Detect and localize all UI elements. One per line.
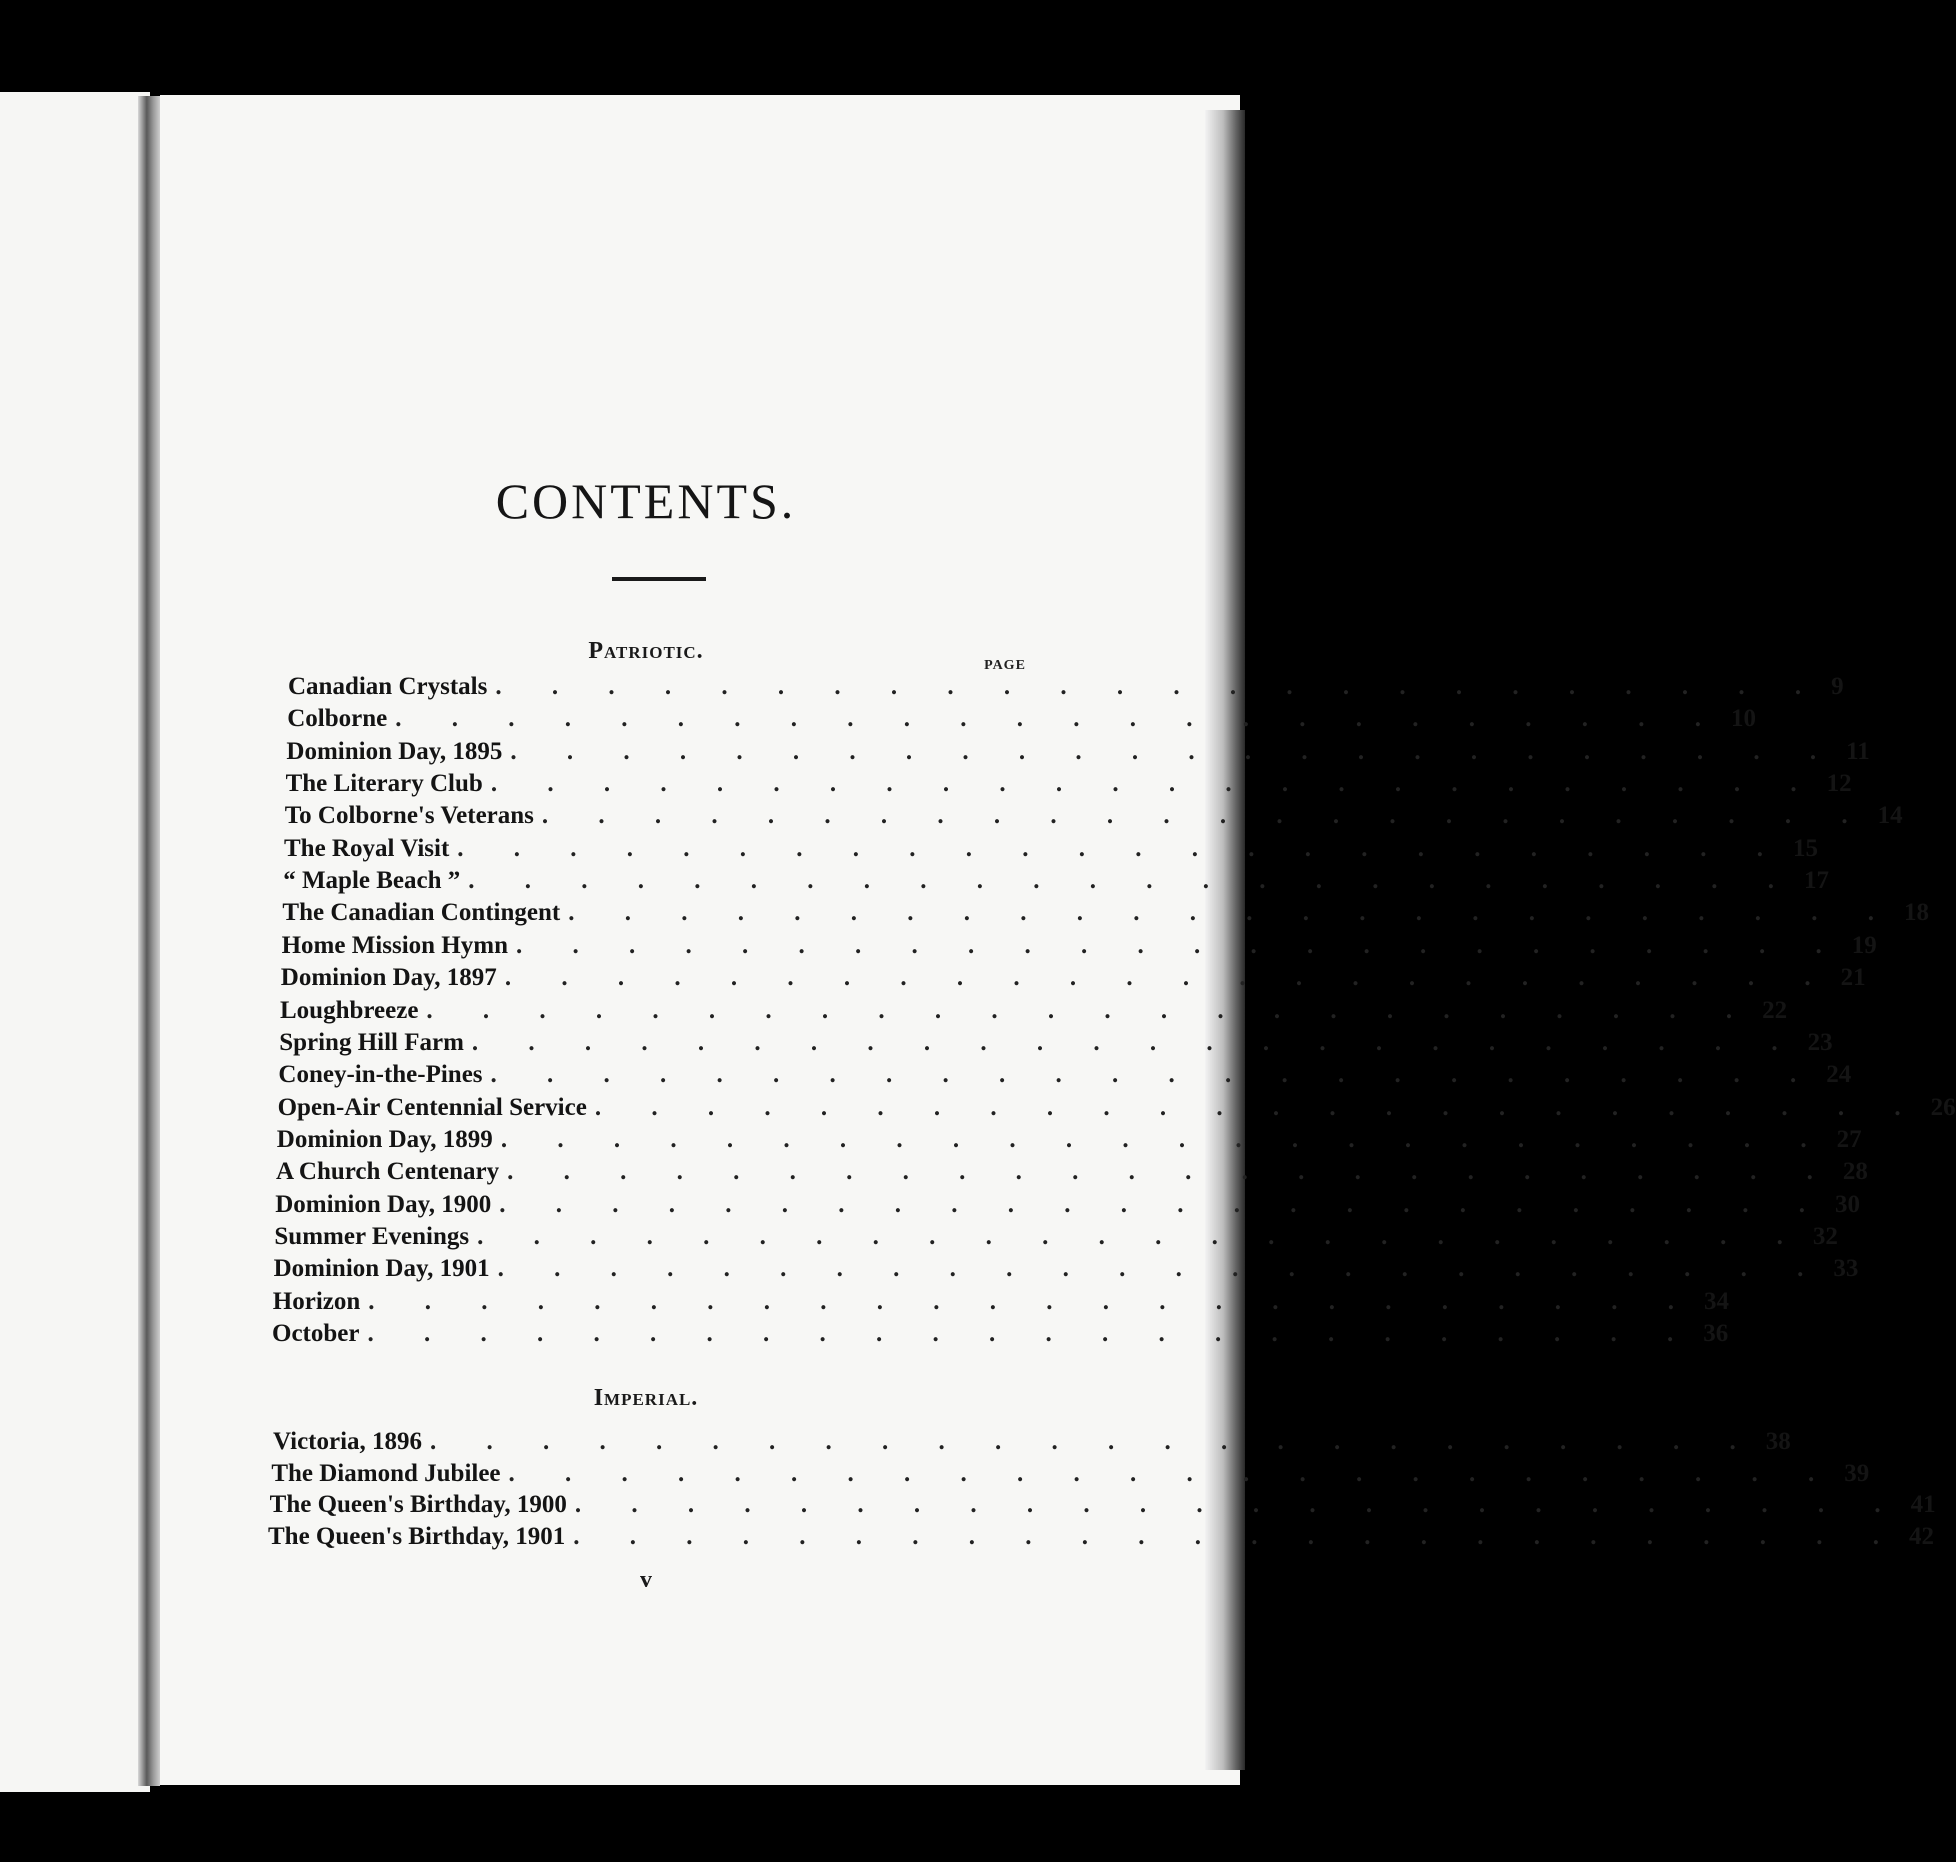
- dot-leader: . . . . . . . . . . . . . . . . . . . . . . . .: [395, 705, 1723, 733]
- toc-entry: [284, 798, 1903, 830]
- dot-leader: . . . . . . . . . . . . . . . . . . . . . . . .: [499, 1190, 1827, 1218]
- toc-entry-page: 28: [1842, 1158, 1868, 1186]
- dot-leader: . . . . . . . . . . . . . . . . . . . . . . . .: [573, 1522, 1902, 1550]
- page-title: CONTENTS.: [495, 473, 797, 529]
- toc-entry-page: 26: [1930, 1093, 1956, 1121]
- toc-entry: [285, 766, 1852, 798]
- toc-entry-title: The Literary Club: [285, 770, 483, 798]
- toc-entry-title: The Diamond Jubilee: [271, 1459, 501, 1487]
- toc-entry: [277, 1090, 1956, 1122]
- toc-entry-title: Canadian Crystals: [288, 673, 488, 700]
- toc-entry: [283, 863, 1830, 895]
- dot-leader: . . . . . . . . . . . . . . . . . . . . . . . .: [495, 673, 1824, 700]
- dot-leader: . . . . . . . . . . . . . . . . . . . . . . . .: [504, 964, 1833, 992]
- toc-entry-title: Dominion Day, 1899: [276, 1125, 493, 1153]
- toc-entry-title: The Royal Visit: [284, 834, 450, 862]
- section-heading-imperial: Imperial.: [593, 1385, 699, 1411]
- dot-leader: . . . . . . . . . . . . . . . . . . . . . . . .: [457, 834, 1786, 862]
- section-heading-patriotic: Patriotic.: [588, 638, 704, 664]
- dot-leader: . . . . . . . . . . . . . . . . . . . . . . . .: [510, 737, 1839, 765]
- toc-entry: [287, 701, 1756, 733]
- toc-entry-page: 18: [1904, 899, 1929, 927]
- toc-entry: [273, 1424, 1791, 1456]
- toc-entry-page: 21: [1840, 964, 1866, 992]
- dot-leader: . . . . . . . . . . . . . . . . . . . . . . . .: [516, 931, 1844, 959]
- title-rule: [612, 577, 706, 581]
- dot-leader: . . . . . . . . . . . . . . . . . . . . . . . .: [594, 1093, 1923, 1121]
- dot-leader: . . . . . . . . . . . . . . . . . . . . . . . .: [426, 996, 1755, 1024]
- toc-entry-title: Colborne: [287, 705, 388, 733]
- page-column-label: PAGE: [984, 658, 1026, 673]
- toc-entry-title: Summer Evenings: [274, 1222, 470, 1250]
- toc-entry: [280, 993, 1788, 1025]
- toc-entry-page: 9: [1831, 673, 1844, 700]
- dot-leader: . . . . . . . . . . . . . . . . . . . . . . . .: [471, 1028, 1800, 1056]
- toc-entry-page: 11: [1846, 737, 1870, 765]
- toc-entry-title: Victoria, 1896: [273, 1428, 423, 1455]
- toc-entry: [282, 895, 1929, 927]
- dot-leader: . . . . . . . . . . . . . . . . . . . . . . . .: [508, 1459, 1837, 1487]
- dot-leader: . . . . . . . . . . . . . . . . . . . . . . . .: [507, 1158, 1835, 1186]
- page-number: v: [640, 1567, 652, 1593]
- toc-entry-page: 36: [1703, 1320, 1729, 1347]
- toc-entry-page: 33: [1833, 1255, 1859, 1283]
- toc-entry-page: 17: [1804, 867, 1830, 895]
- toc-entry-page: 22: [1762, 996, 1788, 1024]
- toc-entry-title: October: [272, 1320, 360, 1347]
- toc-entry-title: Dominion Day, 1901: [273, 1255, 490, 1283]
- toc-entry: [274, 1219, 1838, 1251]
- dot-leader: . . . . . . . . . . . . . . . . . . . . . . . .: [367, 1320, 1696, 1347]
- toc-entry-page: 32: [1812, 1222, 1838, 1250]
- toc-entry: [275, 1187, 1860, 1219]
- toc-entry: [288, 669, 1844, 701]
- toc-entry-title: The Canadian Contingent: [282, 899, 561, 927]
- dot-leader: . . . . . . . . . . . . . . . . . . . . . . . .: [477, 1222, 1805, 1250]
- toc-entry: [272, 1316, 1729, 1348]
- toc-entry-page: 30: [1834, 1190, 1860, 1218]
- toc-entry: [273, 1251, 1859, 1283]
- toc-entry-title: To Colborne's Veterans: [284, 802, 534, 830]
- toc-entry-title: Loughbreeze: [280, 996, 419, 1024]
- dot-leader: . . . . . . . . . . . . . . . . . . . . . . . .: [490, 770, 1819, 798]
- toc-entry-title: The Queen's Birthday, 1901: [268, 1522, 566, 1550]
- toc-entry-title: Dominion Day, 1895: [286, 737, 503, 765]
- toc-entry-page: 15: [1793, 834, 1819, 862]
- dot-leader: . . . . . . . . . . . . . . . . . . . . . . . .: [574, 1491, 1903, 1518]
- toc-entry-title: Home Mission Hymn: [281, 931, 508, 959]
- toc-entry: [281, 928, 1877, 960]
- toc-entry-title: Coney-in-the-Pines: [278, 1061, 483, 1089]
- book-gutter: [138, 96, 160, 1786]
- toc-entry-title: Dominion Day, 1897: [280, 964, 497, 992]
- toc-entry-page: 10: [1730, 705, 1756, 733]
- facing-page: [0, 92, 150, 1792]
- toc-entry-title: Spring Hill Farm: [279, 1028, 464, 1056]
- dot-leader: . . . . . . . . . . . . . . . . . . . . . . . .: [368, 1287, 1697, 1315]
- toc-entry-page: 38: [1765, 1428, 1791, 1455]
- toc-entry: [272, 1284, 1730, 1316]
- toc-entry-page: 39: [1844, 1459, 1870, 1487]
- toc-entry-title: The Queen's Birthday, 1900: [269, 1491, 567, 1518]
- toc-entry-title: Open-Air Centennial Service: [277, 1093, 587, 1121]
- toc-entry: [276, 1154, 1868, 1186]
- toc-entry-title: “ Maple Beach ”: [283, 867, 461, 895]
- toc-entry: [276, 1122, 1862, 1154]
- toc-entry-page: 12: [1826, 770, 1852, 798]
- dot-leader: . . . . . . . . . . . . . . . . . . . . . . . .: [468, 867, 1797, 895]
- toc-entry: [284, 831, 1819, 863]
- toc-entry: [286, 734, 1870, 766]
- toc-entry: [268, 1519, 1935, 1551]
- toc-entry: [271, 1456, 1870, 1488]
- toc-entry-page: 34: [1704, 1287, 1730, 1315]
- toc-entry-title: Dominion Day, 1900: [275, 1190, 492, 1218]
- toc-entry-title: A Church Centenary: [276, 1158, 500, 1186]
- toc-entry-page: 41: [1910, 1491, 1936, 1518]
- dot-leader: . . . . . . . . . . . . . . . . . . . . . . . .: [430, 1428, 1758, 1455]
- toc-entry-page: 14: [1877, 802, 1903, 830]
- toc-entry-page: 23: [1807, 1028, 1833, 1056]
- toc-entry-title: Horizon: [272, 1287, 361, 1315]
- dot-leader: . . . . . . . . . . . . . . . . . . . . . . . .: [541, 802, 1870, 830]
- toc-entry: [280, 960, 1866, 992]
- toc-entry: [278, 1057, 1852, 1089]
- dot-leader: . . . . . . . . . . . . . . . . . . . . . . . .: [490, 1061, 1819, 1089]
- dot-leader: . . . . . . . . . . . . . . . . . . . . . . . .: [497, 1255, 1826, 1283]
- toc-entry: [279, 1025, 1833, 1057]
- toc-entry-page: 19: [1851, 931, 1877, 959]
- dot-leader: . . . . . . . . . . . . . . . . . . . . . . . .: [500, 1125, 1829, 1153]
- toc-entry: [269, 1487, 1936, 1519]
- toc-entry-page: 42: [1909, 1522, 1935, 1550]
- dot-leader: . . . . . . . . . . . . . . . . . . . . . . . .: [568, 899, 1896, 927]
- toc-entry-page: 27: [1836, 1125, 1862, 1153]
- toc-entry-page: 24: [1826, 1061, 1852, 1089]
